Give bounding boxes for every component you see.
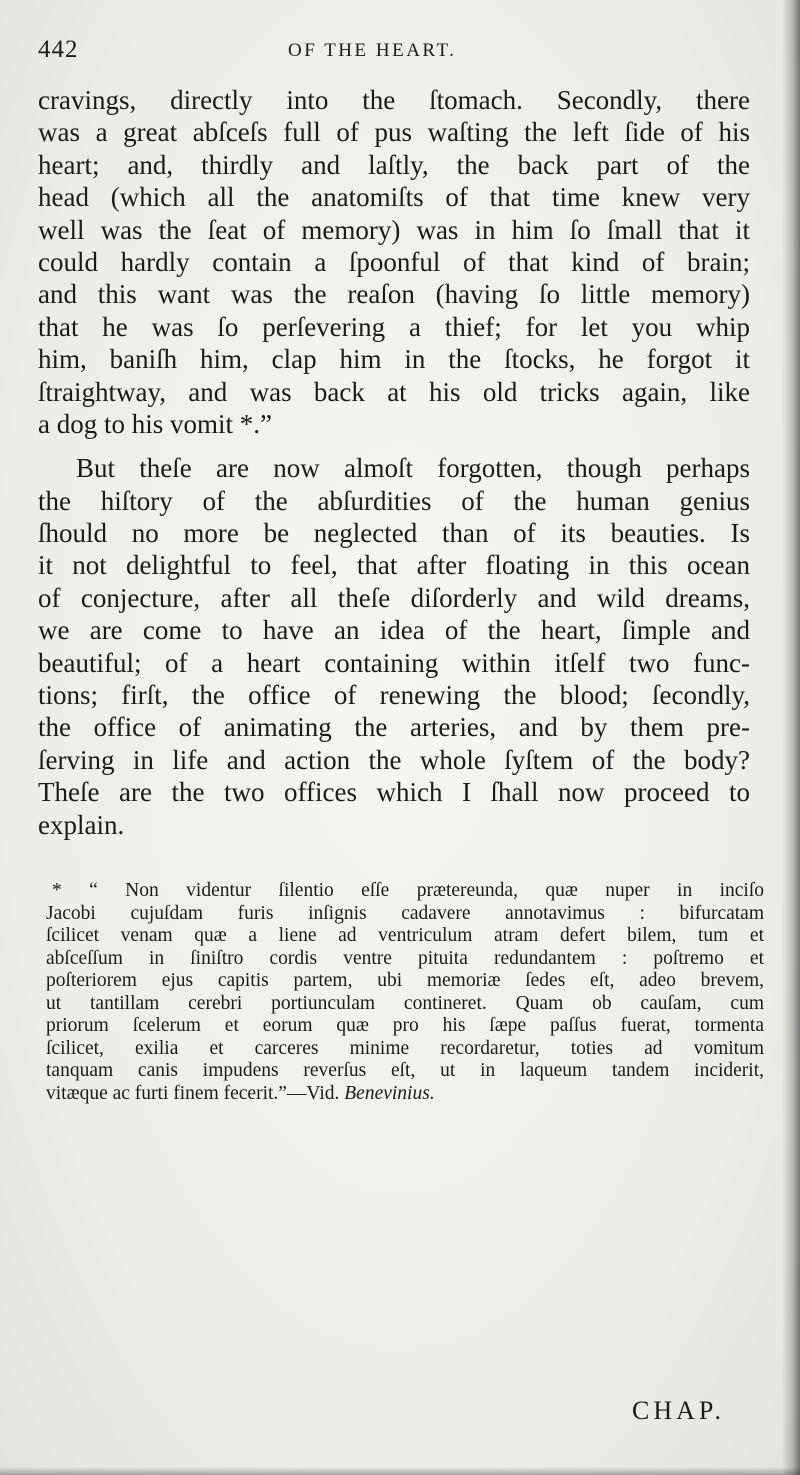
page-edge-shadow bbox=[782, 0, 800, 1475]
footnote bbox=[46, 880, 764, 1105]
footnote-line: Jacobi cujuſdam furis inſignis cadavere annotavimus : bifurcatam bbox=[46, 902, 764, 924]
text-line: could hardly contain a ſpoonful of that kind of brain; bbox=[38, 246, 750, 277]
footnote-final-line bbox=[46, 1083, 764, 1106]
footnote-author: Benevinius. bbox=[344, 1082, 435, 1104]
text-line: and this want was the reaſon (having ſo little memory) bbox=[38, 279, 750, 310]
page-number: 442 bbox=[38, 36, 79, 63]
footnote-line: abſceſſum in ſiniſtro cordis ventre pituita redundantem : poſtremo et bbox=[46, 947, 764, 969]
text-line: was a great abſceſs full of pus waſting the left ſide of his bbox=[38, 117, 750, 148]
text-line: cravings, directly into the ſtomach. Secondly, there bbox=[38, 85, 750, 115]
text-line: the hiſtory of the abſurdities of the human genius bbox=[38, 485, 750, 516]
text-line: beautiful; of a heart containing within itſelf two func- bbox=[38, 647, 750, 678]
footnote-line: ut tantillam cerebri portiunculam contineret. Quam ob cauſam, cum bbox=[46, 992, 764, 1014]
text-line: head (which all the anatomiſts of that time knew very bbox=[38, 182, 750, 213]
text-line: tions; firſt, the office of renewing the blood; ſecondly, bbox=[38, 680, 750, 711]
text-line: heart; and, thirdly and laſtly, the back part of the bbox=[38, 149, 750, 180]
running-head bbox=[38, 36, 758, 70]
page-bottom-shadow bbox=[0, 1467, 800, 1475]
text-line: But theſe are now almoſt forgotten, though perhaps bbox=[76, 453, 750, 484]
text-line: ſhould no more be neglected than of its beauties. Is bbox=[38, 518, 750, 549]
text-line: a dog to his vomit *.” bbox=[38, 408, 272, 439]
text-line: it not delightful to feel, that after floating in this ocean bbox=[38, 550, 750, 581]
footnote-line: ſcilicet, exilia et carceres minime recordaretur, toties ad vomitum bbox=[46, 1037, 764, 1059]
catchword: CHAP. bbox=[632, 1396, 725, 1425]
text-line: that he was ſo perſevering a thief; for let you whip bbox=[38, 311, 750, 342]
footnote-citation: vitæque ac furti finem fecerit.”—Vid. bbox=[46, 1082, 340, 1104]
footnote-line: tanquam canis impudens reverſus eſt, ut in laqueum tandem inciderit, bbox=[46, 1060, 764, 1081]
text-line: ſtraightway, and was back at his old tricks again, like bbox=[38, 376, 750, 407]
text-line: we are come to have an idea of the heart, ſimple and bbox=[38, 615, 750, 646]
footnote-line: * “ Non videntur ſilentio eſſe prætereunda, quæ nuper in inciſo bbox=[52, 880, 764, 901]
text-line: of conjecture, after all theſe diſorderly and wild dreams, bbox=[38, 582, 750, 613]
paragraph-gap bbox=[38, 440, 750, 452]
text-line: well was the ſeat of memory) was in him ſo ſmall that it bbox=[38, 214, 750, 245]
footnote-line: poſteriorem ejus capitis partem, ubi memoriæ ſedes eſt, adeo brevem, bbox=[46, 970, 764, 991]
text-line: explain. bbox=[38, 809, 125, 840]
text-line: him, baniſh him, clap him in the ſtocks, he forgot it bbox=[38, 344, 750, 375]
running-title: OF THE HEART. bbox=[288, 40, 457, 61]
text-line: ſerving in life and action the whole ſyſtem of the body? bbox=[38, 744, 750, 775]
text-line: the office of animating the arteries, and by them pre- bbox=[38, 712, 750, 743]
footnote-line: ſcilicet venam quæ a liene ad ventriculum atram defert bilem, tum et bbox=[46, 925, 764, 946]
text-line: Theſe are the two offices which I ſhall now proceed to bbox=[38, 777, 750, 808]
footnote-line: priorum ſcelerum et eorum quæ pro his ſæpe paſſus fuerat, tormenta bbox=[46, 1015, 764, 1036]
body-text bbox=[38, 84, 750, 841]
